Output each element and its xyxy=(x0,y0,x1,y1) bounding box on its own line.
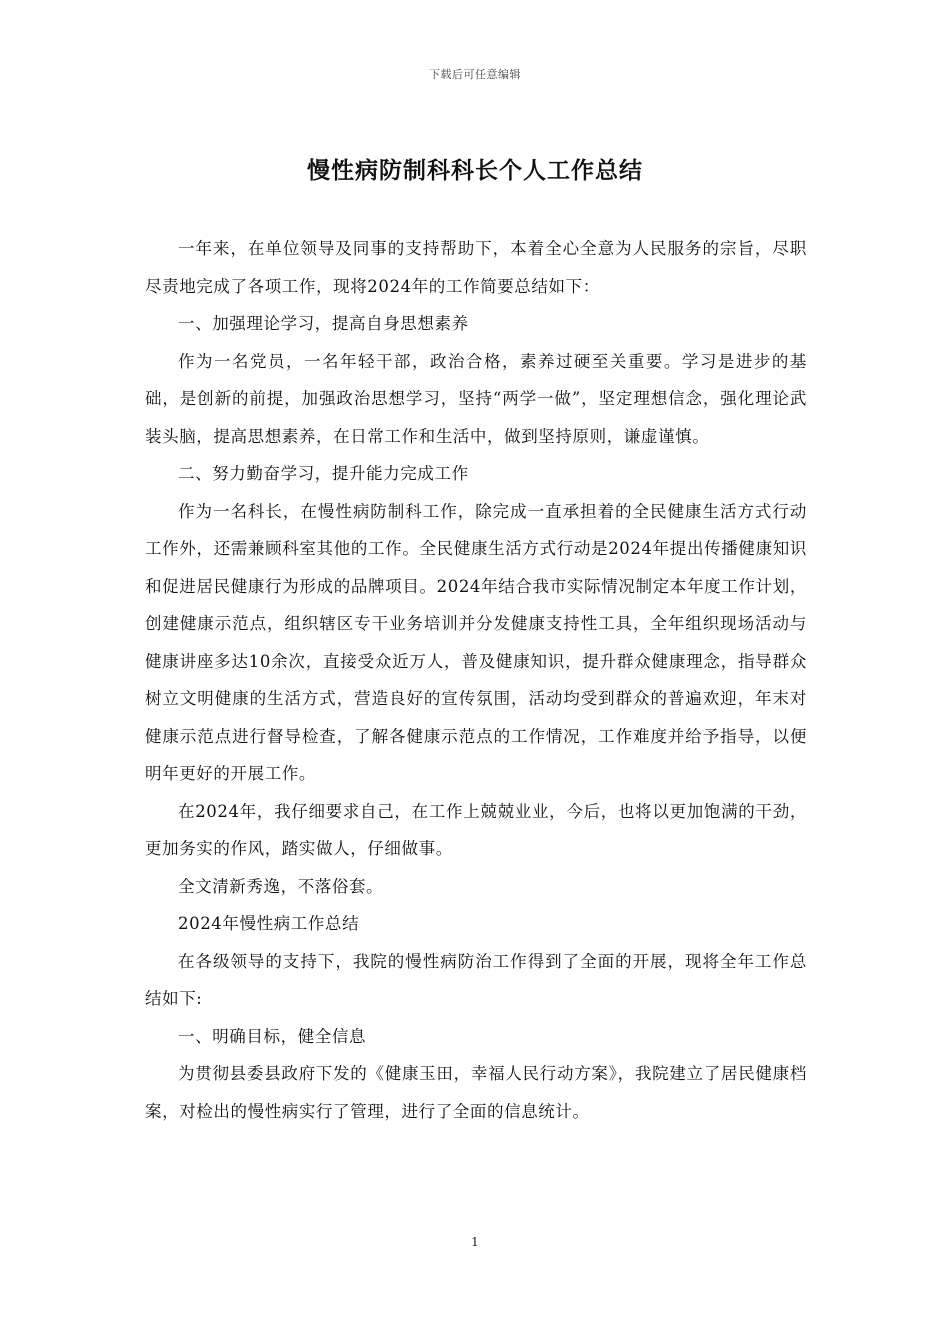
section-heading-1: 一、加强理论学习，提高自身思想素养 xyxy=(178,314,469,333)
paragraph-theory-study: 作为一名党员，一名年轻干部，政治合格，素养过硬至关重要。学习是进步的基础，是创新的前提，加强政治思想学习，坚持“两学一做”，坚定理想信念，强化理论武装头脑，提高思想素养，在日常工作和生活中，做到坚持原则，谦虚谨慎。 xyxy=(145,351,807,446)
paragraph-second-intro: 在各级领导的支持下，我院的慢性病防治工作得到了全面的开展，现将全年工作总结如下: xyxy=(145,951,807,1008)
document-title: 慢性病防制科科长个人工作总结 xyxy=(307,158,643,184)
section-heading-goals: 一、明确目标，健全信息 xyxy=(178,1026,367,1046)
page-number: 1 xyxy=(471,1235,479,1249)
paragraph-conclusion: 在2024年，我仔细要求自己，在工作上兢兢业业，今后，也将以更加饱满的干劲，更加务实的作风，踏实做人，仔细做事。 xyxy=(145,801,807,858)
paragraph-intro: 一年来，在单位领导及同事的支持帮助下，本着全心全意为人民服务的宗旨，尽职尽责地完成了各项工作，现将2024年的工作简要总结如下： xyxy=(145,239,807,296)
paragraph-work-details: 作为一名科长，在慢性病防制科工作，除完成一直承担着的全民健康生活方式行动工作外，还需兼顾科室其他的工作。全民健康生活方式行动是2024年提出传播健康知识和促进居民健康行为形成的品牌项目。2024年结合我市实际情况制定本年度工作计划，创建健康示范点，组织辖区专干业务培训并分发健康支持性工具，全年组织现场活动与健康讲座多达10余次，直接受众近万人，普及健康知识，提升群众健康理念，指导群众树立文明健康的生活方式，营造良好的宣传氛围，活动均受到群众的普遍欢迎，年末对健康示范点进行督导检查，了解各健康示范点的工作情况，工作难度并给予指导，以便明年更好的开展工作。 xyxy=(145,501,807,783)
section-heading-2: 二、努力勤奋学习，提升能力完成工作 xyxy=(178,464,469,483)
second-document-title: 2024年慢性病工作总结 xyxy=(178,914,360,933)
header-note: 下载后可任意编辑 xyxy=(429,68,521,81)
paragraph-health-records: 为贯彻县委县政府下发的《健康玉田，幸福人民行动方案》，我院建立了居民健康档案，对检出的慢性病实行了管理，进行了全面的信息统计。 xyxy=(145,1064,807,1121)
document-body xyxy=(145,230,807,1130)
paragraph-remark: 全文清新秀逸，不落俗套。 xyxy=(178,876,384,896)
